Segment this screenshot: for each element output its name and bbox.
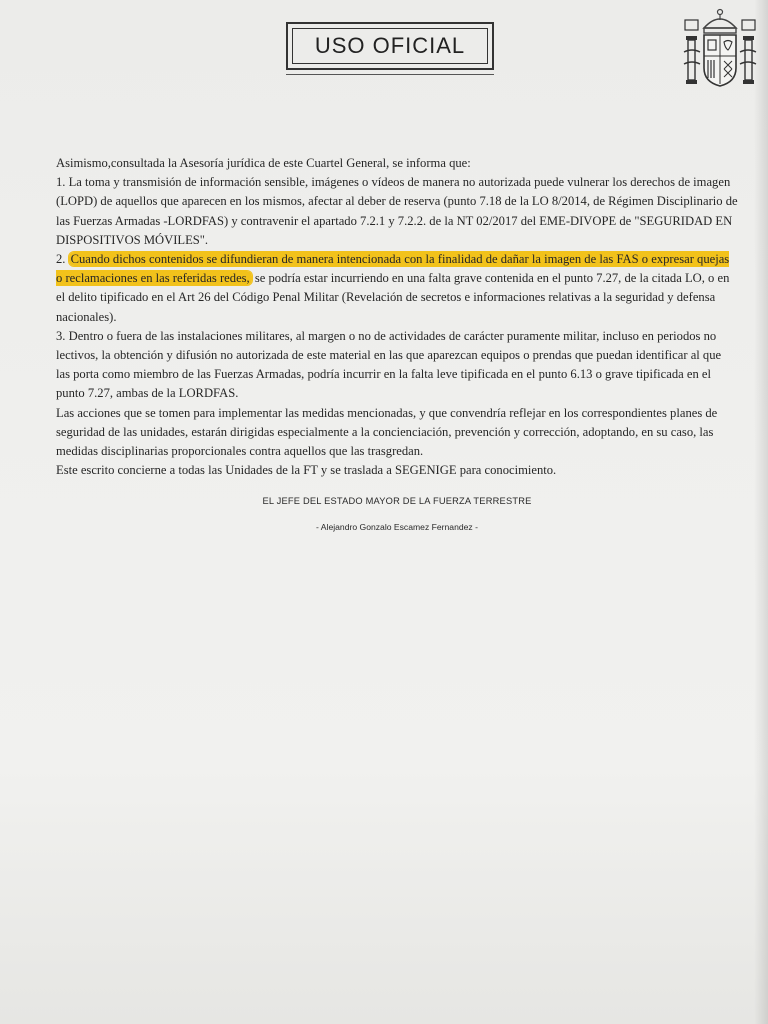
stamp-label: USO OFICIAL bbox=[292, 28, 488, 64]
scope-paragraph: Este escrito concierne a todas las Unidades de la FT y se traslada a SEGENIGE para conocimiento. bbox=[56, 463, 557, 478]
coat-of-arms-of-spain-icon bbox=[680, 6, 760, 98]
item-2-prefix: 2. bbox=[56, 252, 69, 267]
page-edge-shadow bbox=[754, 0, 768, 1024]
intro-paragraph: Asimismo,consultada la Asesoría jurídica de este Cuartel General, se informa que: bbox=[56, 156, 471, 170]
stamp-underline bbox=[286, 74, 494, 75]
official-use-stamp bbox=[286, 22, 494, 70]
signature-name: - Alejandro Gonzalo Escamez Fernandez - bbox=[316, 522, 478, 532]
item-2-rest: se podría estar incurriendo en una falta grave contenida en el punto 7.27, de la citada LO, o en el delito tipificado en el Art 26 del Código Penal Militar (Revelación de secretos e informaciones relativas a la seguridad y defensa nacionales). bbox=[56, 271, 730, 324]
item-1: 1. La toma y transmisión de información sensible, imágenes o vídeos de manera no autorizada puede vulnerar los derechos de imagen (LOPD) de aquellos que aparecen en los mismos, afectar al deber de reserva (punto 7.18 de la LO 8/2014, de Régimen Disciplinario de las Fuerzas Armadas -LORDFAS) y contravenir el apartado 7.2.1 y 7.2.2. de la NT 02/2017 del EME-DIVOPE de "SEGURIDAD EN DISPOSITIVOS MÓVILES". bbox=[56, 175, 738, 247]
item-3: 3. Dentro o fuera de las instalaciones militares, al margen o no de actividades de carácter puramente militar, incluso en periodos no lectivos, la obtención y difusión no autorizada de este material en las que aparezcan equipos o prendas que puedan identificar al que las porta como miembro de las Fuerzas Armadas, podría incurrir en la falta leve tipificada en el punto 6.13 o grave tipificada en el punto 7.27, ambas de la LORDFAS. bbox=[56, 328, 722, 401]
signature-title: EL JEFE DEL ESTADO MAYOR DE LA FUERZA TERRESTRE bbox=[262, 496, 532, 506]
item-2 bbox=[56, 250, 738, 327]
memo-body bbox=[56, 154, 738, 480]
highlighted-text: Cuando dichos contenidos se difundieran de manera intencionada con la finalidad de dañar la imagen de las FAS o expresar quejas o reclamaciones en las referidas redes, bbox=[56, 252, 730, 286]
measures-paragraph: Las acciones que se tomen para implementar las medidas mencionadas, y que convendría reflejar en los correspondientes planes de seguridad de las unidades, estarán dirigidas especialmente a la concienciación, prevención y corrección, adoptando, en su caso, las medidas disciplinarias proporcionales contra aquellos que las trasgredan. bbox=[56, 405, 718, 459]
